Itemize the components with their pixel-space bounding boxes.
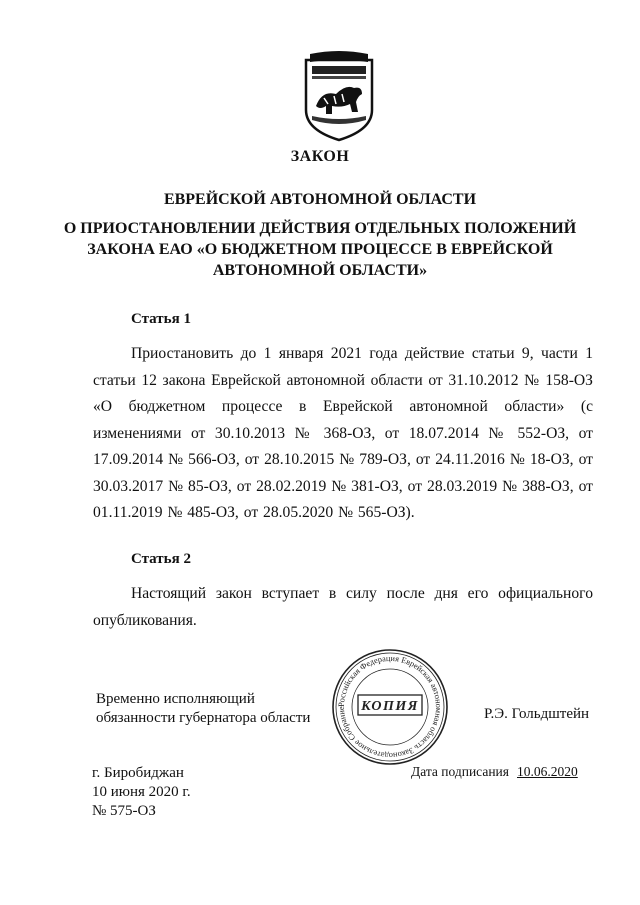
article-1-text: Приостановить до 1 января 2021 года действие статьи 9, части 1 статьи 12 закона Еврейской автономной области от 31.10.2012 № 158-ОЗ «О бюджетном процессе в Еврейской автономной области» (с изменениями от 30.10.2013 № 368-ОЗ, от 18.07.2014 № 552-ОЗ, от 17.09.2014 № 566-ОЗ, от 28.10.2015 № 789-ОЗ, от 24.11.2016 № 18-ОЗ, от 30.03.2017 № 85-ОЗ, от 28.02.2019 № 381-ОЗ, от 28.03.2019 № 388-ОЗ, от 01.11.2019 № 485-ОЗ, от 28.05.2020 № 565-ОЗ). — [93, 345, 593, 521]
document-type: ЗАКОН — [290, 148, 350, 165]
official-seal-icon — [330, 647, 450, 767]
law-date: 10 июня 2020 г. — [92, 784, 191, 800]
svg-text:Российская Федерация Еврейская: Российская Федерация Еврейская автономная область Законодательное Собрание — [336, 653, 444, 761]
article-1-heading: Статья 1 — [131, 311, 191, 327]
subject-line: О ПРИОСТАНОВЛЕНИИ ДЕЙСТВИЯ ОТДЕЛЬНЫХ ПОЛОЖЕНИЙ — [63, 220, 577, 237]
coat-of-arms-icon — [302, 50, 376, 142]
region-title: ЕВРЕЙСКОЙ АВТОНОМНОЙ ОБЛАСТИ — [163, 191, 477, 208]
position-line: Временно исполняющий — [96, 691, 255, 707]
signing-date-label: Дата подписания — [411, 764, 509, 779]
article-2-heading: Статья 2 — [131, 551, 191, 567]
signing-date — [411, 764, 578, 780]
article-2-text: Настоящий закон вступает в силу после дня его официального опубликования. — [93, 585, 593, 629]
place: г. Биробиджан — [92, 765, 184, 781]
signatory-name: Р.Э. Гольдштейн — [484, 706, 590, 722]
signing-date-value: 10.06.2020 — [517, 764, 578, 779]
subject-line: ЗАКОНА ЕАО «О БЮДЖЕТНОМ ПРОЦЕССЕ В ЕВРЕЙСКОЙ — [87, 241, 553, 258]
place-date-number — [92, 764, 191, 821]
law-subject-title — [0, 218, 640, 281]
svg-text:КОПИЯ: КОПИЯ — [361, 699, 419, 714]
signatory-position — [96, 690, 310, 728]
position-line: обязанности губернатора области — [96, 710, 311, 726]
law-number: № 575-ОЗ — [92, 803, 156, 819]
subject-line: АВТОНОМНОЙ ОБЛАСТИ» — [212, 262, 428, 279]
